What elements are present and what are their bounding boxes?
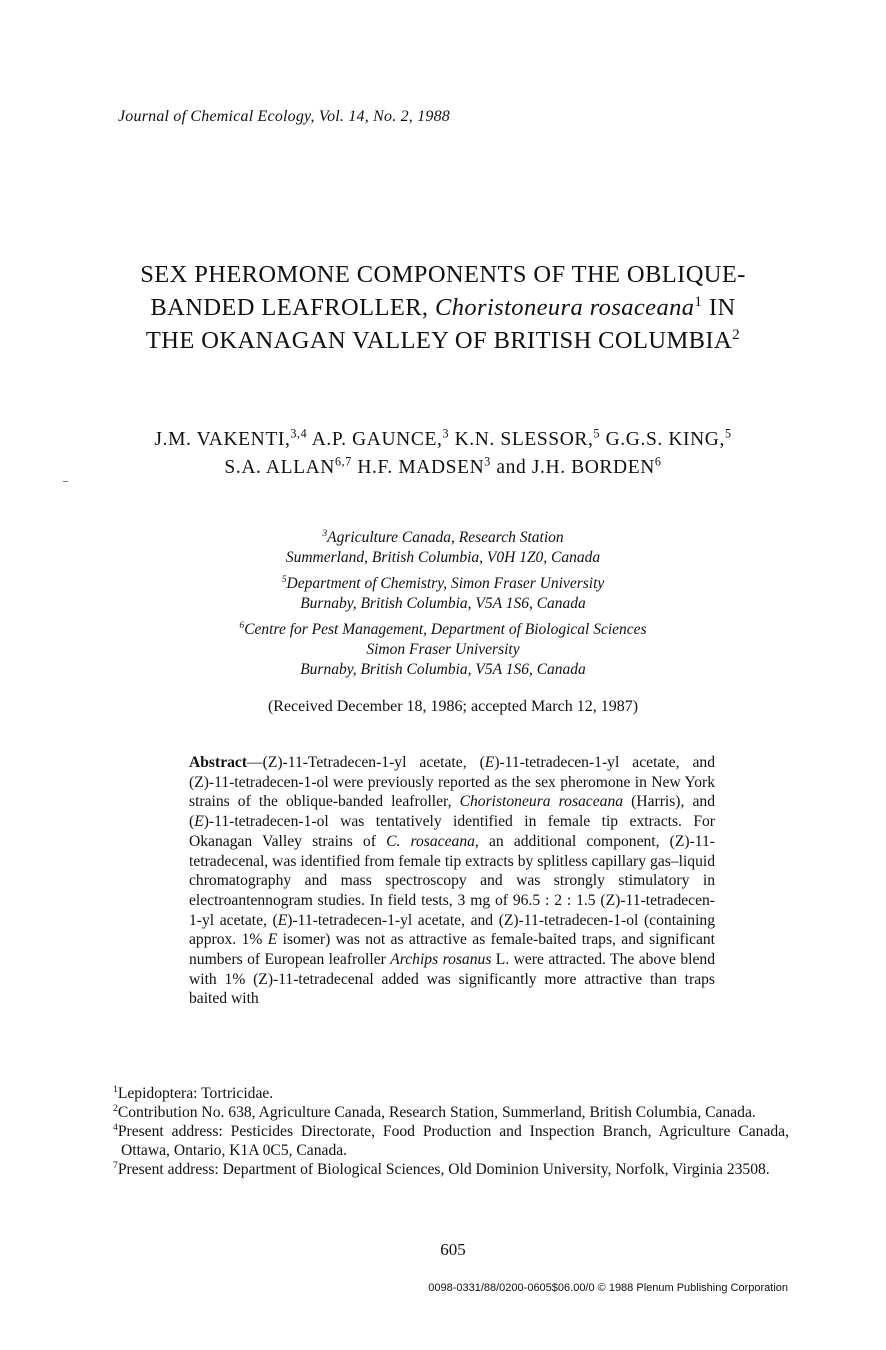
title-line-3-text: THE OKANAGAN VALLEY OF BRITISH COLUMBIA: [145, 327, 733, 354]
affiliation-5: [0, 574, 886, 614]
author-affiliation-marker: 5: [593, 426, 601, 441]
affiliation-marker: 5: [281, 573, 287, 585]
abstract-italic: E: [484, 754, 495, 771]
author-affiliation-marker: 3: [484, 454, 491, 469]
affiliation-line: Simon Fraser University: [366, 641, 520, 658]
author-affiliation-marker: 6: [654, 454, 662, 469]
affiliation-text: Centre for Pest Management, Department of Biological Sciences: [244, 621, 647, 638]
abstract-italic: E: [194, 813, 204, 831]
footnote-text: Contribution No. 638, Agriculture Canada, Research Station, Summerland, British Columbia, Canada.: [117, 1104, 756, 1121]
author: A.P. GAUNCE,: [311, 429, 443, 450]
footnote: [113, 1122, 789, 1160]
affiliation-line: [0, 528, 886, 548]
title-line-3: [0, 324, 886, 357]
received-dates: (Received December 18, 1986; accepted March 12, 1987): [267, 698, 639, 715]
abstract-text: )-11-tetradecen-1-yl acetate, and (Z)-11-tetradecen-1-ol were previously reported as the sex pheromone in New York strains of the oblique-banded leafroller,: [189, 754, 715, 811]
abstract-italic: Archips rosanus: [390, 951, 492, 969]
abstract-italic: Choristoneura rosaceana: [459, 793, 624, 811]
title-footnote-marker-1: 1: [694, 292, 703, 310]
title-footnote-marker-2: 2: [732, 325, 741, 343]
journal-citation: Journal of Chemical Ecology, Vol. 14, No. 2, 1988: [118, 108, 450, 125]
affiliation-text: Agriculture Canada, Research Station: [327, 529, 564, 546]
abstract-text: (Harris), and (: [189, 793, 715, 831]
author: S.A. ALLAN: [224, 457, 335, 478]
footnote-marker: 4: [113, 1121, 118, 1133]
author: K.N. SLESSOR,: [454, 429, 594, 450]
title-line-2: [0, 291, 886, 324]
affiliation-line: Burnaby, British Columbia, V5A 1S6, Canada: [300, 595, 586, 612]
abstract-italic: C. rosaceana: [386, 832, 475, 850]
affiliation-6: [0, 620, 886, 680]
affiliation-line: [0, 574, 886, 594]
affiliations: [0, 528, 886, 686]
affiliation-line: [0, 620, 886, 640]
footnote-marker: 1: [113, 1083, 118, 1095]
abstract-text: isomer) was not as attractive as female-baited traps, and significant numbers of European leafroller: [189, 931, 715, 969]
title-line-2-end: IN: [702, 294, 736, 321]
author-line-1: [0, 426, 886, 454]
abstract-text: L. were attracted. The above blend with 1% (Z)-11-tetradecenal added was significantly more attractive than traps baited with: [189, 951, 715, 1008]
author-affiliation-marker: 6,7: [334, 454, 352, 469]
footnote: [113, 1084, 789, 1103]
author: J.M. VAKENTI,: [154, 429, 291, 450]
copyright-line: 0098-0331/88/0200-0605$06.00/0 © 1988 Plenum Publishing Corporation: [428, 1282, 788, 1294]
affiliation-marker: 6: [239, 619, 245, 631]
abstract-label: Abstract: [189, 754, 248, 771]
footnote-text: Present address: Department of Biological Sciences, Old Dominion University, Norfolk, Virginia 23508.: [117, 1161, 770, 1178]
footnote: [113, 1103, 789, 1122]
footnote-marker: 2: [113, 1102, 118, 1114]
footnote-text: Lepidoptera: Tortricidae.: [117, 1085, 274, 1102]
page-number: 605: [440, 1240, 466, 1259]
footnote-marker: 7: [113, 1159, 118, 1171]
author: G.G.S. KING,: [605, 429, 725, 450]
author-affiliation-marker: 3: [442, 426, 450, 441]
author-line-2: [0, 454, 886, 482]
footnote-text: Present address: Pesticides Directorate, Food Production and Inspection Branch, Agriculture Canada, Ottawa, Ontario, K1A 0C5, Canada.: [117, 1123, 789, 1159]
abstract-italic: E: [267, 931, 278, 949]
affiliation-line: Summerland, British Columbia, V0H 1Z0, Canada: [285, 549, 601, 566]
affiliation-marker: 3: [322, 527, 328, 539]
paper-title: [0, 258, 886, 357]
abstract: [189, 753, 715, 1009]
abstract-italic: E: [277, 911, 288, 929]
author: H.F. MADSEN: [357, 457, 485, 478]
affiliation-text: Department of Chemistry, Simon Fraser University: [286, 575, 605, 592]
footnotes: [113, 1084, 789, 1179]
species-name: Choristoneura rosaceana: [434, 294, 695, 321]
abstract-text: , an additional component, (Z)-11-tetradecenal, was identified from female tip extracts by splitless capillary gas–liquid chromatography and mass spectroscopy and was strongly stimulatory in electroantennogram studies. In field tests, 3 mg of 96.5 : 2 : 1.5 (Z)-11-tetradecen-1-yl acetate, (: [189, 832, 715, 929]
title-line-1: SEX PHEROMONE COMPONENTS OF THE OBLIQUE-: [140, 261, 746, 288]
affiliation-3: [0, 528, 886, 568]
abstract-text: —(Z)-11-Tetradecen-1-yl acetate, (: [247, 754, 485, 771]
abstract-text: )-11-tetradecen-1-ol was tentatively identified in female tip extracts. For Okanagan Valley strains of: [189, 813, 715, 850]
title-line-2-text: BANDED LEAFROLLER,: [150, 294, 435, 321]
footnote: [113, 1160, 789, 1179]
abstract-text: )-11-tetradecen-1-yl acetate, and (Z)-11-tetradecen-1-ol (containing approx. 1%: [189, 911, 715, 949]
author: and J.H. BORDEN: [496, 457, 655, 478]
author-list: [0, 426, 886, 482]
affiliation-line: Burnaby, British Columbia, V5A 1S6, Canada: [300, 661, 586, 678]
author-affiliation-marker: 5: [724, 426, 732, 441]
author-affiliation-marker: 3,4: [290, 426, 308, 441]
